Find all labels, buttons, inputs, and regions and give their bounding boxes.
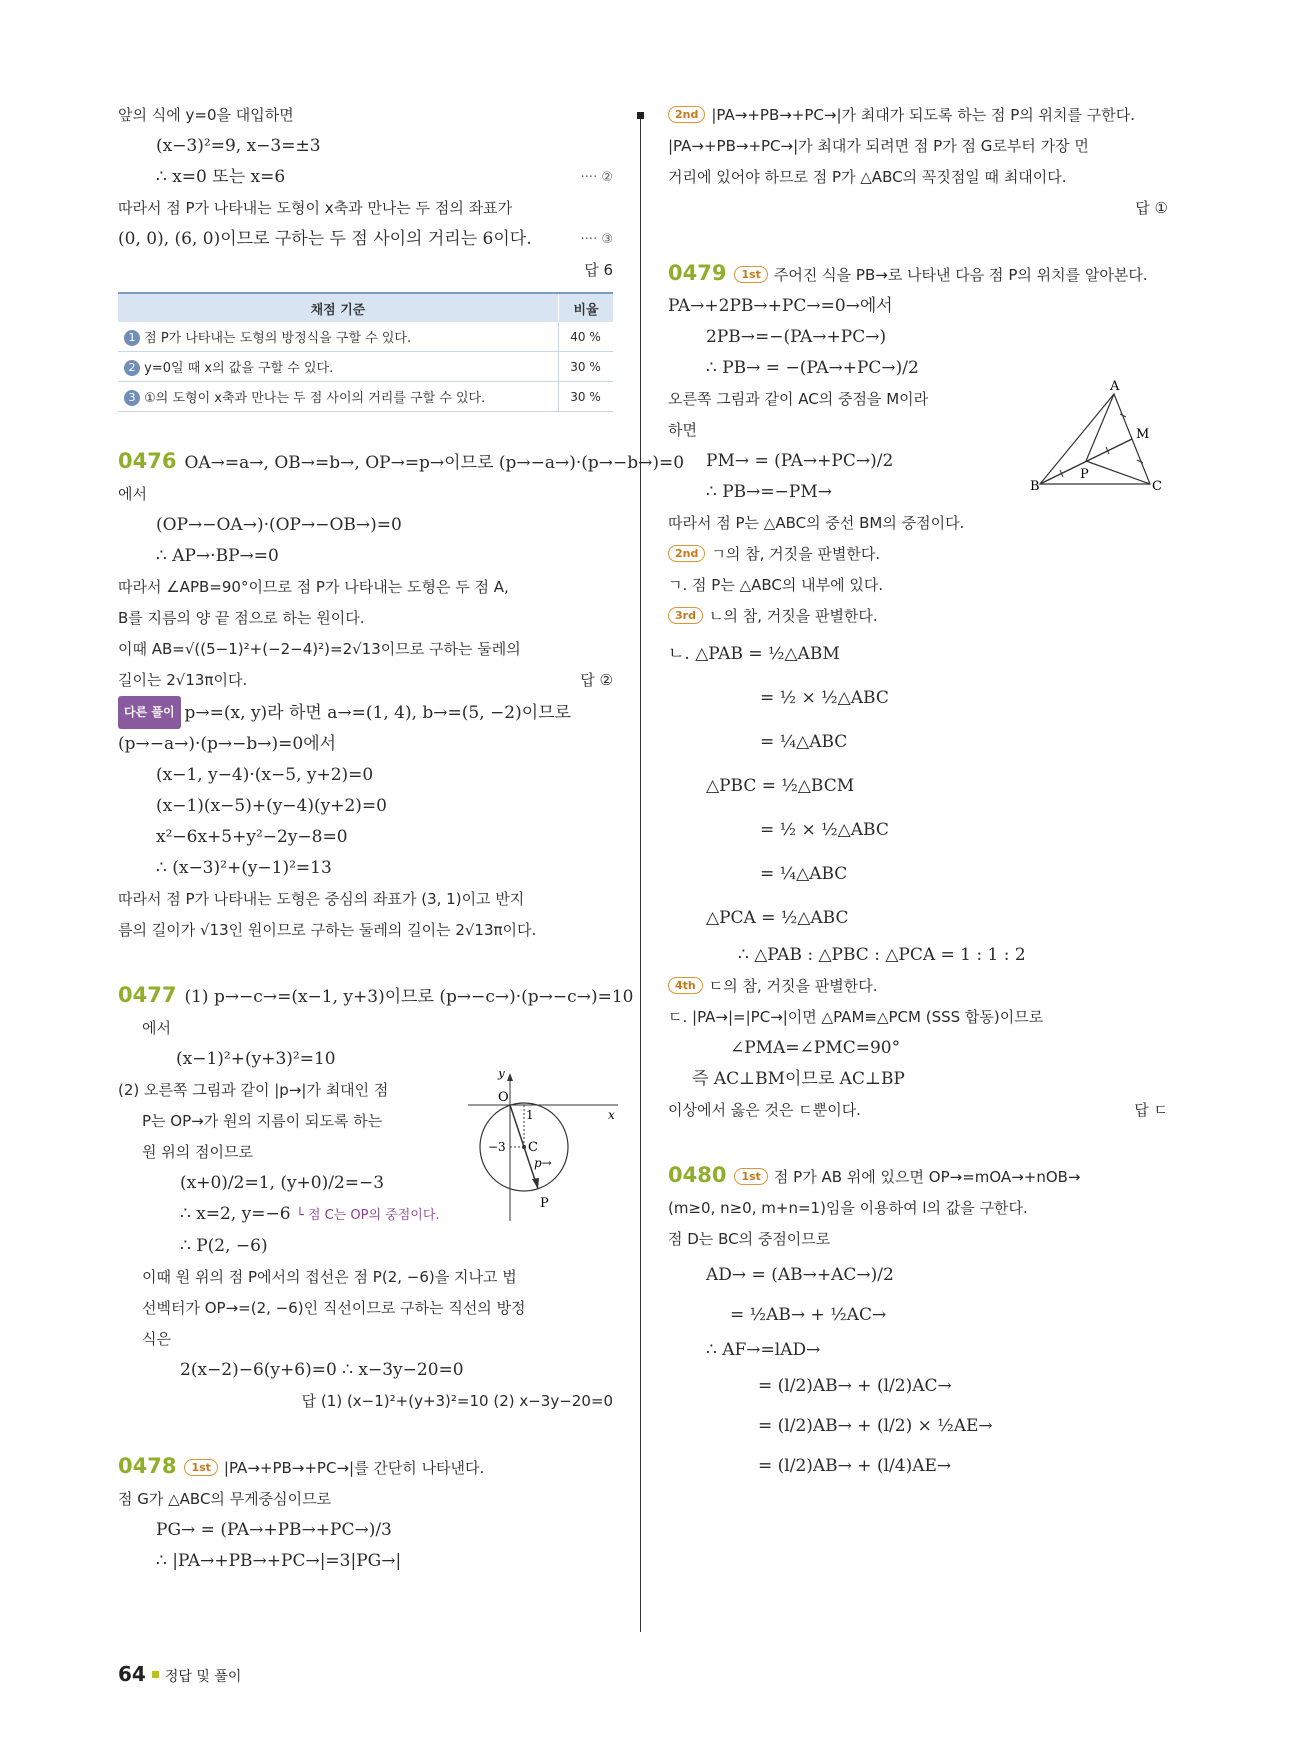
label-origin: O xyxy=(498,1090,509,1105)
rubric-text: 점 P가 나타내는 도형의 방정식을 구할 수 있다. xyxy=(144,331,412,346)
text: 이상에서 옳은 것은 ㄷ뿐이다. xyxy=(668,1101,861,1119)
rubric-ratio: 30 % xyxy=(559,382,614,412)
problem-number: 0479 xyxy=(668,261,727,285)
text: (0, 0), (6, 0)이므로 구하는 두 점 사이의 거리는 6이다. xyxy=(118,229,532,249)
label-one: 1 xyxy=(526,1108,534,1122)
equation-line: △PCA = ½△ABC xyxy=(706,908,849,928)
text-line: 이때 AB=√((5−1)²+(−2−4)²)=2√13이므로 구하는 둘레의 xyxy=(118,640,521,658)
figure-block-0477 xyxy=(118,1071,615,1262)
equation-line: PM→ = (PA→+PC→)/2 xyxy=(706,451,894,471)
left-column xyxy=(118,100,685,1577)
label-center-c: C xyxy=(528,1140,538,1155)
label-point-p: P xyxy=(540,1196,549,1211)
step-badge: 1st xyxy=(734,1168,767,1185)
text-line: 원 위의 점이므로 xyxy=(142,1143,253,1161)
text-line: B를 지름의 양 끝 점으로 하는 원이다. xyxy=(118,609,365,627)
equation-line: PA→+2PB→+PC→=0→에서 xyxy=(668,296,893,316)
rubric-criteria xyxy=(118,382,559,412)
label-x: x xyxy=(608,1108,615,1122)
equation-line: ∴ (x−3)²+(y−1)²=13 xyxy=(156,858,332,878)
rubric-row xyxy=(118,352,613,382)
text-line: 앞의 식에 y=0을 대입하면 xyxy=(118,106,294,124)
problem-0480-header xyxy=(668,1160,1168,1193)
equation-line: AD→ = (AB→+AC→)/2 xyxy=(706,1265,894,1285)
step-text: |PA→+PB→+PC→|를 간단히 나타낸다. xyxy=(223,1459,485,1477)
equation: ∴ x=2, y=−6 xyxy=(180,1204,291,1224)
step-line xyxy=(668,539,1168,570)
rubric-header-row xyxy=(118,293,613,322)
equation-line: 2(x−2)−6(y+6)=0 ∴ x−3y−20=0 xyxy=(180,1360,464,1380)
rubric-text: y=0일 때 x의 값을 구할 수 있다. xyxy=(144,361,334,376)
text-line: |PA→+PB→+PC→|가 최대가 되려면 점 P가 점 G로부터 가장 먼 xyxy=(668,137,1089,155)
page-footer xyxy=(118,1662,241,1686)
step-badge: 1st xyxy=(734,266,767,283)
text-line: 거리에 있어야 하므로 점 P가 △ABC의 꼭짓점일 때 최대이다. xyxy=(668,168,1067,186)
circle-number: 1 xyxy=(124,330,140,346)
answer: 답 ㄷ xyxy=(1134,1101,1168,1119)
text-line: 점 D는 BC의 중점이므로 xyxy=(668,1230,831,1248)
alt-solution-label: 다른 풀이 xyxy=(118,696,181,729)
rubric-header-criteria: 채점 기준 xyxy=(118,293,559,322)
equation-line: ∴ AP→·BP→=0 xyxy=(156,546,279,566)
page-number: 64 xyxy=(118,1662,146,1686)
text-line: 에서 xyxy=(142,1019,171,1037)
step-badge: 4th xyxy=(668,977,703,994)
text-line: 따라서 점 P가 나타내는 도형은 중심의 좌표가 (3, 1)이고 반지 xyxy=(118,890,525,908)
problem-number: 0480 xyxy=(668,1163,727,1187)
label-c: C xyxy=(1152,479,1162,494)
equation-line: (x+0)/2=1, (y+0)/2=−3 xyxy=(180,1173,385,1193)
center-point xyxy=(522,1145,526,1149)
text-line: (m≥0, n≥0, m+n=1)임을 이용하여 l의 값을 구한다. xyxy=(668,1199,1028,1217)
rubric-row xyxy=(118,322,613,352)
equation-line: ∴ AF→=lAD→ xyxy=(706,1340,821,1360)
text-line: 름의 길이가 √13인 원이므로 구하는 둘레의 길이는 2√13π이다. xyxy=(118,921,537,939)
problem-0479-header xyxy=(668,258,1168,291)
triangle-figure xyxy=(1030,380,1165,500)
equation-line: ∴ P(2, −6) xyxy=(180,1236,268,1256)
label-m: M xyxy=(1136,427,1150,442)
equation-line: ∠PMA=∠PMC=90° xyxy=(730,1038,901,1058)
segment-pc xyxy=(1086,461,1150,484)
label-vector-p: p→ xyxy=(534,1156,552,1170)
text: 길이는 2√13π이다. xyxy=(118,671,248,689)
divider-dot xyxy=(637,112,644,119)
equation-line: ∴ △PAB : △PBC : △PCA = 1 : 1 : 2 xyxy=(738,945,1026,965)
rubric-header-ratio: 비율 xyxy=(559,293,614,322)
rubric-row xyxy=(118,382,613,412)
equation-line: = ¼△ABC xyxy=(760,864,848,884)
rubric-criteria xyxy=(118,322,559,352)
text-line: ㄱ. 점 P는 △ABC의 내부에 있다. xyxy=(668,576,884,594)
step-marker-2: ···· ② xyxy=(580,170,613,185)
rubric-ratio: 40 % xyxy=(559,322,614,352)
step-text: ㄴ의 참, 거짓을 판별한다. xyxy=(708,607,878,625)
problem-0478-header xyxy=(118,1451,613,1484)
text-line: 에서 xyxy=(118,485,147,503)
step-badge: 2nd xyxy=(668,106,705,123)
answer: 답 ② xyxy=(580,671,613,689)
circle-number: 3 xyxy=(124,390,140,406)
step-text: ㄱ의 참, 거짓을 판별한다. xyxy=(711,545,881,563)
y-axis-arrow xyxy=(507,1073,513,1081)
note: └ 점 C는 OP의 중점이다. xyxy=(296,1208,440,1223)
equation-line: PG→ = (PA→+PB→+PC→)/3 xyxy=(156,1520,392,1540)
text-line: 따라서 점 P는 △ABC의 중선 BM의 중점이다. xyxy=(668,514,965,532)
text-line: ㄷ. |PA→|=|PC→|이면 △PAM≡△PCM (SSS 합동)이므로 xyxy=(668,1008,1044,1026)
alt-solution-header xyxy=(118,696,613,729)
equation-line: = (l/2)AB→ + (l/2) × ½AE→ xyxy=(758,1416,993,1436)
equation-line: = ½ × ½△ABC xyxy=(760,820,889,840)
step-line xyxy=(668,971,1168,1002)
step-text: 주어진 식을 PB→로 나타낸 다음 점 P의 위치를 알아본다. xyxy=(773,266,1148,284)
equation-line-with-marker xyxy=(118,162,613,193)
problem-0476-header xyxy=(118,446,685,479)
text-line: 따라서 점 P가 나타내는 도형이 x축과 만나는 두 점의 좌표가 xyxy=(118,199,513,217)
text-line: 식은 xyxy=(142,1330,171,1348)
equation-line: △PBC = ½△BCM xyxy=(706,776,855,796)
equation-line: ㄴ. △PAB = ½△ABM xyxy=(668,644,840,664)
equation-line: = ½ × ½△ABC xyxy=(760,688,889,708)
footer-title: 정답 및 풀이 xyxy=(164,1669,242,1685)
equation-line: (x−3)²=9, x−3=±3 xyxy=(156,136,321,156)
equation-line: x²−6x+5+y²−2y−8=0 xyxy=(156,827,348,847)
text-line: 이때 원 위의 점 P에서의 접선은 점 P(2, −6)을 지나고 법 xyxy=(142,1268,517,1286)
label-y: y xyxy=(498,1071,505,1080)
text-line: 점 G가 △ABC의 무게중심이므로 xyxy=(118,1490,332,1508)
text-line-with-answer xyxy=(668,1095,1168,1126)
answer: 답 6 xyxy=(584,261,613,279)
equation-line: ∴ |PA→+PB→+PC→|=3|PG→| xyxy=(156,1551,402,1571)
rubric-criteria xyxy=(118,352,559,382)
step-marker-3: ···· ③ xyxy=(580,232,613,247)
equation-line: ∴ PB→=−PM→ xyxy=(706,482,832,502)
problem-number: 0477 xyxy=(118,983,177,1007)
text-line: 하면 xyxy=(668,421,697,439)
equation-line: (x−1)²+(y+3)²=10 xyxy=(176,1049,336,1069)
rubric-text: ①의 도형이 x축과 만나는 두 점 사이의 거리를 구할 수 있다. xyxy=(144,391,486,406)
equation-line: (x−1, y−4)·(x−5, y+2)=0 xyxy=(156,765,374,785)
right-column xyxy=(668,100,1168,1486)
step-badge: 1st xyxy=(184,1459,217,1476)
equation-line: = (l/2)AB→ + (l/2)AC→ xyxy=(758,1376,952,1396)
equation-line: = (l/2)AB→ + (l/4)AE→ xyxy=(758,1456,952,1476)
equation-line: 즉 AC⊥BM이므로 AC⊥BP xyxy=(692,1069,905,1089)
circle-figure xyxy=(468,1071,618,1221)
text-line: 오른쪽 그림과 같이 AC의 중점을 M이라 xyxy=(668,390,929,408)
text-line-with-answer xyxy=(118,665,613,696)
step-badge: 3rd xyxy=(668,607,703,624)
equation-line: ∴ PB→ = −(PA→+PC→)/2 xyxy=(706,358,919,378)
rubric-ratio: 30 % xyxy=(559,352,614,382)
text-line: 선벡터가 OP→=(2, −6)인 직선이므로 구하는 직선의 방정 xyxy=(142,1299,526,1317)
text-line-with-marker xyxy=(118,224,613,255)
problem-number: 0478 xyxy=(118,1454,177,1478)
text-line: 따라서 ∠APB=90°이므로 점 P가 나타내는 도형은 두 점 A, xyxy=(118,578,509,596)
equation-line: 2PB→=−(PA→+PC→) xyxy=(706,327,887,347)
label-a: A xyxy=(1110,380,1120,394)
step-text: ㄷ의 참, 거짓을 판별한다. xyxy=(708,977,878,995)
equation-line: = ¼△ABC xyxy=(760,732,848,752)
footer-square-icon xyxy=(152,1671,159,1678)
text-line: P는 OP→가 원의 지름이 되도록 하는 xyxy=(142,1112,383,1130)
equation: ∴ x=0 또는 x=6 xyxy=(156,167,286,187)
equation-line: (OP→−OA→)·(OP→−OB→)=0 xyxy=(156,515,402,535)
vector-arrow xyxy=(532,1178,539,1189)
figure-block-0479 xyxy=(668,380,1168,508)
scoring-rubric-table xyxy=(118,292,613,412)
step-text: 점 P가 AB 위에 있으면 OP→=mOA→+nOB→ xyxy=(773,1168,1081,1186)
problem-0477-header xyxy=(118,980,634,1013)
label-p: P xyxy=(1080,467,1089,482)
segment-pa xyxy=(1086,394,1114,461)
circle-number: 2 xyxy=(124,360,140,376)
equation: (1) p→−c→=(x−1, y+3)이므로 (p→−c→)·(p→−c→)=10 xyxy=(184,987,634,1007)
equation: OA→=a→, OB→=b→, OP→=p→이므로 (p→−a→)·(p→−b→)=0 xyxy=(184,453,685,473)
step-text: |PA→+PB→+PC→|가 최대가 되도록 하는 점 P의 위치를 구한다. xyxy=(711,106,1136,124)
problem-number: 0476 xyxy=(118,449,177,473)
equation-line: (p→−a→)·(p→−b→)=0에서 xyxy=(118,734,337,754)
text-line: (2) 오른쪽 그림과 같이 |p→|가 최대인 점 xyxy=(118,1081,389,1099)
step-line xyxy=(668,100,1168,131)
answer: 답 ① xyxy=(1135,199,1168,217)
label-b: B xyxy=(1030,479,1040,494)
equation-line: (x−1)(x−5)+(y−4)(y+2)=0 xyxy=(156,796,387,816)
column-divider xyxy=(640,112,641,1632)
step-badge: 2nd xyxy=(668,545,705,562)
step-line xyxy=(668,601,1168,632)
label-neg3: −3 xyxy=(488,1140,506,1154)
answer: 답 (1) (x−1)²+(y+3)²=10 (2) x−3y−20=0 xyxy=(301,1392,613,1410)
equation-line: = ½AB→ + ½AC→ xyxy=(730,1305,887,1325)
equation: p→=(x, y)라 하면 a→=(1, 4), b→=(5, −2)이므로 xyxy=(184,703,571,723)
